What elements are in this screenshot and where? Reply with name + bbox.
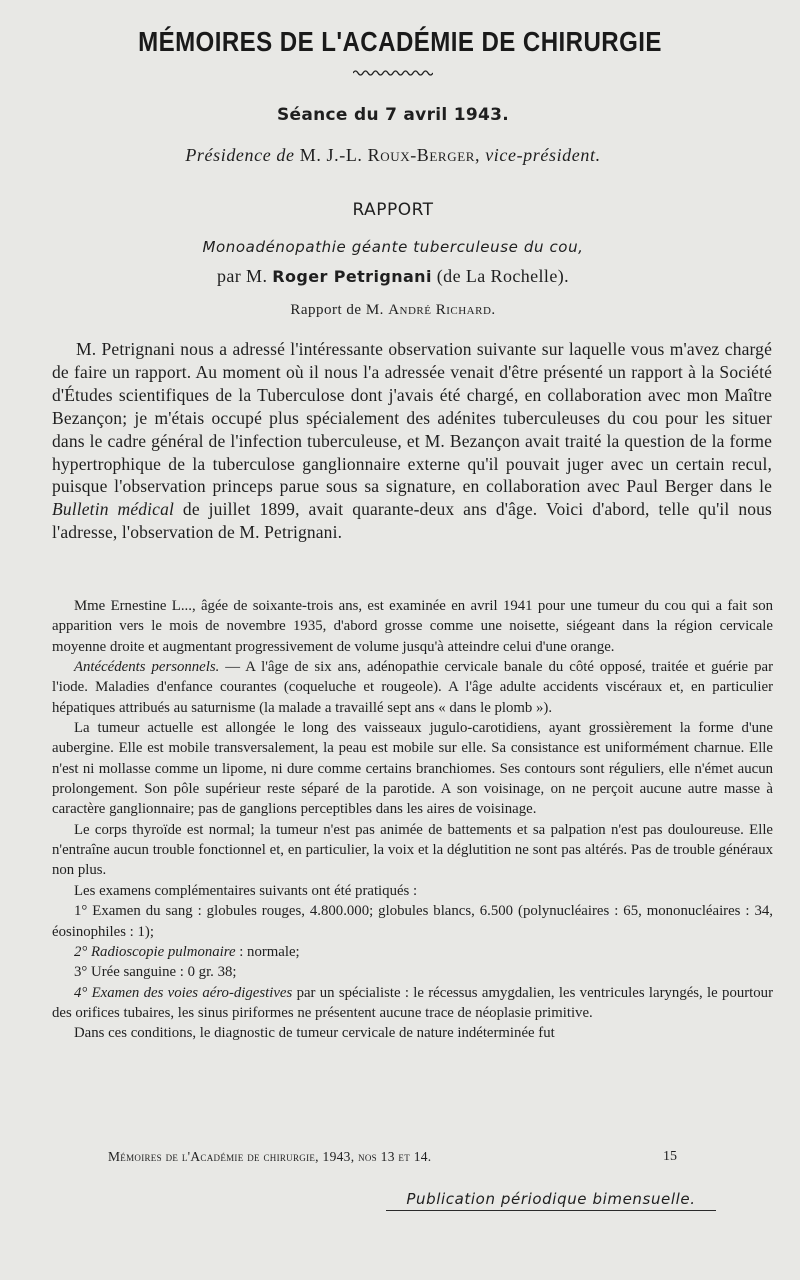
presidence-line bbox=[0, 145, 786, 166]
intro-paragraph bbox=[52, 338, 772, 544]
report-by-line bbox=[0, 302, 786, 319]
intro-part1: M. Petrignani nous a adressé l'intéressante observation suivante sur laquelle vous m'avez chargé de faire un rapport. Au moment où il nous l'a adressée venait d'être présenté un rapport à la Société d'Études scientifiques de la Tuberculose dont j'avais été chargé, en collaboration avec mon Maître Bezançon; je m'étais occupé plus spécialement des adénites tuberculeuses du cou pour les situer dans le cadre général de l'infection tuberculeuse, et M. Bezançon avait traité la question de la forme hypertrophique de la tuberculose ganglionnaire externe qu'il pouvait juger avec un certain recul, puisque l'observation princeps parue sous sa signature, en collaboration avec Paul Berger dans le bbox=[52, 339, 772, 497]
intro-text bbox=[52, 338, 772, 544]
page-number: 15 bbox=[663, 1149, 677, 1164]
item2-text: : normale; bbox=[239, 943, 300, 960]
wave-ornament-icon bbox=[353, 68, 433, 78]
obs-paragraph-3: La tumeur actuelle est allongée le long des vaisseaux jugulo-carotidiens, ayant grossièrement la forme d'une aubergine. Elle est mobile transversalement, la peau est mobile sur elle. Sa consistance est uniformément charnue. Elle n'est ni mollasse comme un lipome, ni dure comme certains branchiomes. Ses contours sont réguliers, elle n'émet aucun prolongement. Son pôle supérieur reste séparé de la parotide. A son voisinage, on ne perçoit aucune autre masse à caractère ganglionnaire; pas de ganglions perceptibles dans les aires de voisinage. bbox=[52, 720, 773, 818]
author-prefix: par M. bbox=[216, 266, 268, 286]
item4-label: 4° Examen des voies aéro-digestives bbox=[74, 984, 293, 1001]
obs-paragraph-6: Dans ces conditions, le diagnostic de tumeur cervicale de nature indéterminée fut bbox=[74, 1025, 555, 1042]
item4-text: par un spécialiste : le récessus amygdalien, les ventricules laryngés, le pourtour des orifices tubaires, les sinus piriformes ne présentent aucune trace de néoplasie primitive. bbox=[52, 984, 774, 1021]
journal-title: MÉMOIRES DE L'ACADÉMIE DE CHIRURGIE bbox=[138, 26, 662, 57]
rapport-by-name: André Richard. bbox=[388, 302, 496, 318]
rapport-by-prefix: Rapport de M. bbox=[290, 302, 384, 318]
presidence-de: de bbox=[276, 145, 295, 165]
intro-part2: de juillet 1899, avait quarante-deux ans d'âge. Voici d'abord, telle qu'il nous l'adresse, l'observation de M. Petrignani. bbox=[52, 499, 773, 543]
session-date: Séance du 7 avril 1943. bbox=[277, 105, 509, 125]
author-name: Roger Petrignani bbox=[272, 267, 432, 286]
antecedents-text: — A l'âge de six ans, adénopathie cervicale banale du côté opposé, traitée et guérie par l'iode. Maladies d'enfance courantes (coqueluche et rougeole). A l'âge adulte accidents viscéraux et, en particulier hépatiques attribués au saturnisme (la malade a travaillé sept ans « dans le plomb »). bbox=[52, 659, 774, 716]
journal-reference bbox=[108, 1149, 688, 1165]
item2-label: 2° Radioscopie pulmonaire bbox=[74, 943, 236, 960]
report-heading: RAPPORT bbox=[352, 200, 434, 220]
obs-item-3: 3° Urée sanguine : 0 gr. 38; bbox=[74, 964, 237, 981]
presidence-word: Présidence bbox=[185, 145, 272, 165]
obs-paragraph-1: Mme Ernestine L..., âgée de soixante-trois ans, est examinée en avril 1941 pour une tumeur du cou qui a fait son apparition vers le mois de novembre 1935, d'abord grosse comme une noisette, siégeant dans la région cervicale moyenne droite et augmentant progressivement de volume jusqu'à atteindre celui d'une orange. bbox=[52, 598, 773, 655]
journal-ref-text: Mémoires de l'Académie de chirurgie, 1943, nos 13 et 14. bbox=[108, 1149, 432, 1164]
president-name: M. J.-L. Roux-Berger, bbox=[299, 145, 481, 165]
report-title: Monoadénopathie géante tuberculeuse du cou, bbox=[202, 238, 584, 256]
obs-item-2 bbox=[52, 942, 773, 962]
observation-body bbox=[52, 596, 773, 1044]
obs-paragraph-5: Les examens complémentaires suivants ont été pratiqués : bbox=[74, 882, 418, 899]
obs-item-1: 1° Examen du sang : globules rouges, 4.800.000; globules blancs, 6.500 (polynucléaires : 65, mononucléaires : 34, éosinophiles : 1); bbox=[52, 903, 773, 940]
publication-note: Publication périodique bimensuelle. bbox=[386, 1190, 716, 1211]
obs-item-4 bbox=[52, 983, 773, 1024]
president-role: vice-président. bbox=[485, 145, 601, 165]
author-place: (de La Rochelle). bbox=[436, 266, 570, 286]
obs-paragraph-2 bbox=[52, 657, 773, 718]
report-author bbox=[0, 266, 786, 287]
intro-italic-ref: Bulletin médical bbox=[52, 499, 174, 520]
obs-paragraph-4: Le corps thyroïde est normal; la tumeur n'est pas animée de battements et sa palpation n'est pas douloureuse. Elle n'entraîne aucun trouble fonctionnel et, en particulier, la voix et la déglutition ne sont pas altérés. Pas de trouble généraux non plus. bbox=[52, 821, 773, 879]
antecedents-label: Antécédents personnels. bbox=[74, 659, 220, 676]
